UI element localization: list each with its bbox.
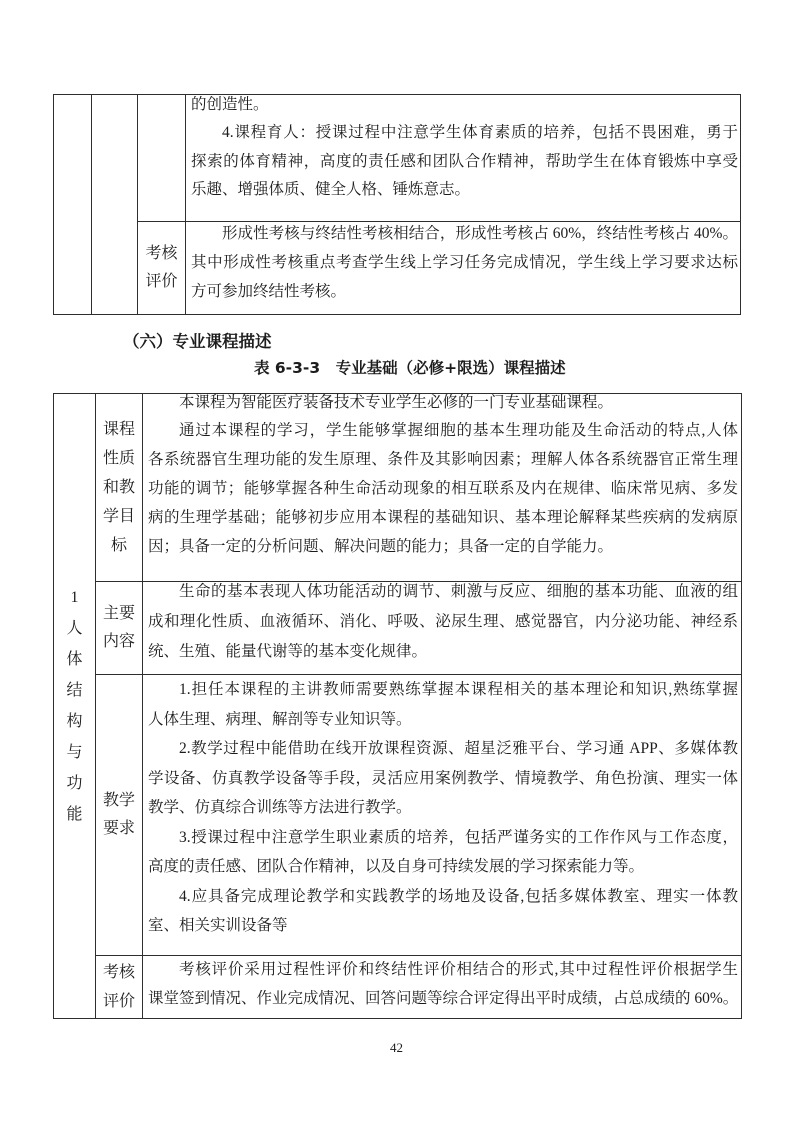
paragraph-line: 成和理化性质、血液循环、消化、呼吸、泌尿生理、感觉器官，内分泌功能、神经系 (148, 613, 738, 630)
paragraph-line: 形成性考核与终结性考核相结合，形成性考核占 60%，终结性考核占 40%。 (222, 224, 738, 242)
row-label-teaching-requirements (95, 674, 143, 956)
paragraph-line: 3.授课过程中注意学生职业素质的培养，包括严谨务实的工作作风与工作态度， (179, 828, 738, 846)
paragraph-line: 本课程为智能医疗装备技术专业学生必修的一门专业基础课程。 (179, 393, 614, 411)
row-label-assessment (95, 955, 143, 1019)
course-number: 1 (70, 589, 79, 606)
table-cell-index-empty (53, 94, 92, 315)
paragraph-line: 人体生理、病理、解剖等专业知识等。 (148, 710, 412, 728)
paragraph-line: 通过本课程的学习，学生能够掌握细胞的基本生理功能及生命活动的特点,人体 (179, 422, 738, 440)
row-label-text: 主要内容 (102, 605, 135, 650)
row-label-assessment (137, 221, 186, 315)
paragraph-line: 的创造性。 (191, 96, 269, 113)
paragraph-line: 功能的调节；能够掌握各种生命活动现象的相互联系及内在规律、临床常见病、多发 (148, 480, 738, 497)
paragraph-line: 方可参加终结性考核。 (191, 282, 347, 300)
paragraph-line: 4.课程育人：授课过程中注意学生体育素质的培养，包括不畏困难，勇于 (222, 124, 738, 142)
table-cell-content (185, 94, 741, 222)
paragraph-line: 乐趣、增强体质、健全人格、锤炼意志。 (191, 180, 471, 198)
row-label-text: 考核评价 (102, 964, 135, 1010)
course-title-cell (53, 393, 96, 1019)
table-cell-course-name-empty (91, 94, 138, 315)
paragraph-line: 各系统器官生理功能的发生原理、条件及其影响因素；理解人体各系统器官正常生理 (148, 451, 738, 469)
paragraph-line: 学设备、仿真教学设备等手段，灵活应用案例教学、情境教学、角色扮演、理实一体 (148, 769, 738, 787)
paragraph-line: 考核评价采用过程性评价和终结性评价相结合的形式,其中过程性评价根据学生 (179, 960, 738, 978)
table-cell-content (142, 393, 742, 582)
table-cell-content (142, 581, 742, 675)
paragraph-line: 其中形成性考核重点考查学生线上学习任务完成情况，学生线上学习要求达标 (191, 253, 738, 271)
table-cell-content (185, 221, 741, 315)
row-label-text: 课程性质和教学目标 (102, 421, 135, 554)
page-number: 42 (390, 1040, 403, 1055)
course-name: 人体结构与功能 (66, 620, 83, 823)
paragraph-line: 统、生殖、能量代谢等的基本变化规律。 (148, 643, 428, 660)
row-label-main-content (95, 581, 143, 675)
paragraph-line: 室、相关实训设备等 (148, 917, 288, 934)
table-cell-label-empty (137, 94, 186, 222)
table-cell-content (142, 674, 742, 956)
row-label-text: 考核评价 (145, 245, 178, 290)
paragraph-line: 教学、仿真综合训练等方法进行教学。 (148, 799, 412, 816)
table-cell-content (142, 955, 742, 1019)
paragraph-line: 生命的基本表现人体功能活动的调节、刺激与反应、细胞的基本功能、血液的组 (179, 583, 738, 600)
paragraph-line: 高度的责任感、团队合作精神，以及自身可持续发展的学习探索能力等。 (148, 858, 645, 875)
paragraph-line: 4.应具备完成理论教学和实践教学的场地及设备,包括多媒体教室、理实一体教 (179, 887, 738, 905)
row-label-text: 教学要求 (102, 792, 135, 837)
section-heading: （六）专业课程描述 (123, 332, 272, 351)
row-label-nature-objectives (95, 393, 143, 582)
table-caption: 表 6-3-3 专业基础（必修+限选）课程描述 (254, 359, 566, 377)
paragraph-line: 课堂签到情况、作业完成情况、回答问题等综合评定得出平时成绩，占总成绩的 60%。 (148, 989, 739, 1007)
paragraph-line: 病的生理学基础；能够初步应用本课程的基础知识、基本理论解释某些疾病的发病原 (148, 508, 738, 526)
paragraph-line: 2.教学过程中能借助在线开放课程资源、超星泛雅平台、学习通 APP、多媒体教 (179, 740, 738, 757)
paragraph-line: 探索的体育精神，高度的责任感和团队合作精神，帮助学生在体育锻炼中享受 (191, 152, 738, 170)
paragraph-line: 因；具备一定的分析问题、解决问题的能力；具备一定的自学能力。 (148, 537, 614, 555)
paragraph-line: 1.担任本课程的主讲教师需要熟练掌握本课程相关的基本理论和知识,熟练掌握 (179, 681, 738, 698)
